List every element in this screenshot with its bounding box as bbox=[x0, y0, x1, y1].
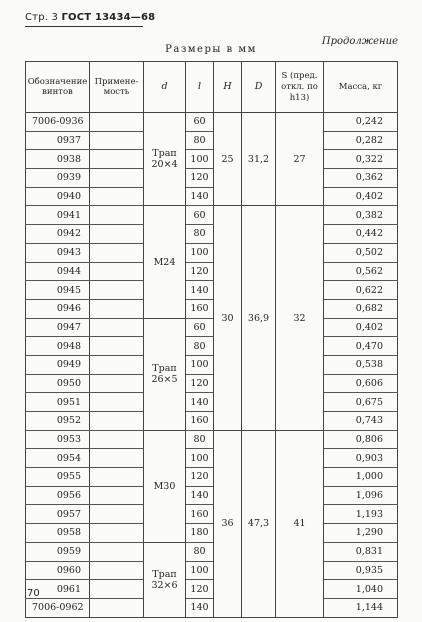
table-row bbox=[26, 206, 398, 225]
table-body bbox=[26, 113, 398, 618]
dimensions-table-wrap bbox=[25, 61, 397, 618]
mass-cell: 1,000 bbox=[324, 468, 398, 487]
thread-size-cell bbox=[144, 430, 186, 542]
col-s: S (пред. откл. по h13) bbox=[276, 62, 324, 113]
dimension-s-cell: 41 bbox=[276, 430, 324, 617]
thread-type: М24 bbox=[153, 256, 176, 268]
table-row bbox=[26, 131, 398, 150]
table-row bbox=[26, 225, 398, 244]
mass-cell: 0,282 bbox=[324, 131, 398, 150]
mass-cell: 0,682 bbox=[324, 299, 398, 318]
table-row bbox=[26, 468, 398, 487]
length-cell: 80 bbox=[186, 225, 214, 244]
application-cell bbox=[90, 374, 144, 393]
table-row bbox=[26, 430, 398, 449]
length-cell: 180 bbox=[186, 524, 214, 543]
table-row bbox=[26, 542, 398, 561]
designation-cell: 0943 bbox=[26, 243, 90, 262]
application-cell bbox=[90, 393, 144, 412]
table-row bbox=[26, 412, 398, 431]
table-row bbox=[26, 449, 398, 468]
mass-cell: 0,831 bbox=[324, 542, 398, 561]
application-cell bbox=[90, 243, 144, 262]
designation-cell: 0949 bbox=[26, 355, 90, 374]
length-cell: 80 bbox=[186, 337, 214, 356]
mass-cell: 1,096 bbox=[324, 486, 398, 505]
application-cell bbox=[90, 598, 144, 617]
designation-cell: 7006-0962 bbox=[26, 598, 90, 617]
designation-cell: 0944 bbox=[26, 262, 90, 281]
length-cell: 120 bbox=[186, 468, 214, 487]
application-cell bbox=[90, 486, 144, 505]
continuation-label: Продолжение bbox=[321, 36, 398, 47]
dimension-h-cell: 25 bbox=[214, 113, 242, 206]
mass-cell: 0,538 bbox=[324, 355, 398, 374]
length-cell: 100 bbox=[186, 243, 214, 262]
length-cell: 120 bbox=[186, 169, 214, 188]
designation-cell: 0946 bbox=[26, 299, 90, 318]
page-header bbox=[25, 12, 155, 23]
mass-cell: 0,903 bbox=[324, 449, 398, 468]
table-row bbox=[26, 598, 398, 617]
standard-number: ГОСТ 13434—68 bbox=[61, 12, 156, 23]
length-cell: 140 bbox=[186, 187, 214, 206]
thread-type: Трап bbox=[152, 363, 177, 375]
designation-cell: 0939 bbox=[26, 169, 90, 188]
designation-cell: 0953 bbox=[26, 430, 90, 449]
page-label: Стр. 3 bbox=[25, 12, 59, 23]
thread-type: Трап bbox=[152, 148, 177, 160]
application-cell bbox=[90, 468, 144, 487]
table-row bbox=[26, 113, 398, 132]
mass-cell: 0,382 bbox=[324, 206, 398, 225]
designation-cell: 0960 bbox=[26, 561, 90, 580]
length-cell: 100 bbox=[186, 150, 214, 169]
length-cell: 80 bbox=[186, 430, 214, 449]
designation-cell: 0938 bbox=[26, 150, 90, 169]
mass-cell: 0,606 bbox=[324, 374, 398, 393]
length-cell: 60 bbox=[186, 206, 214, 225]
mass-cell: 0,743 bbox=[324, 412, 398, 431]
col-h: H bbox=[214, 62, 242, 113]
dimension-s-cell: 32 bbox=[276, 206, 324, 430]
table-row bbox=[26, 561, 398, 580]
mass-cell: 0,402 bbox=[324, 187, 398, 206]
length-cell: 140 bbox=[186, 281, 214, 300]
length-cell: 100 bbox=[186, 355, 214, 374]
length-cell: 140 bbox=[186, 598, 214, 617]
table-title: Размеры в мм bbox=[165, 44, 257, 55]
designation-cell: 0947 bbox=[26, 318, 90, 337]
length-cell: 60 bbox=[186, 318, 214, 337]
mass-cell: 0,622 bbox=[324, 281, 398, 300]
designation-cell: 0951 bbox=[26, 393, 90, 412]
length-cell: 100 bbox=[186, 449, 214, 468]
application-cell bbox=[90, 449, 144, 468]
table-row bbox=[26, 281, 398, 300]
designation-cell: 0958 bbox=[26, 524, 90, 543]
thread-size-cell bbox=[144, 206, 186, 318]
application-cell bbox=[90, 281, 144, 300]
application-cell bbox=[90, 318, 144, 337]
designation-cell: 0956 bbox=[26, 486, 90, 505]
table-row bbox=[26, 355, 398, 374]
mass-cell: 0,562 bbox=[324, 262, 398, 281]
dimension-d-cell: 31,2 bbox=[242, 113, 276, 206]
mass-cell: 0,675 bbox=[324, 393, 398, 412]
table-row bbox=[26, 524, 398, 543]
mass-cell: 0,402 bbox=[324, 318, 398, 337]
designation-cell: 0942 bbox=[26, 225, 90, 244]
length-cell: 100 bbox=[186, 561, 214, 580]
designation-cell: 0941 bbox=[26, 206, 90, 225]
dimension-d-cell: 47,3 bbox=[242, 430, 276, 617]
length-cell: 160 bbox=[186, 299, 214, 318]
length-cell: 80 bbox=[186, 131, 214, 150]
application-cell bbox=[90, 150, 144, 169]
mass-cell: 0,935 bbox=[324, 561, 398, 580]
application-cell bbox=[90, 187, 144, 206]
header-rule bbox=[25, 26, 143, 27]
length-cell: 140 bbox=[186, 486, 214, 505]
table-row bbox=[26, 337, 398, 356]
table-header-row bbox=[26, 62, 398, 113]
mass-cell: 0,806 bbox=[324, 430, 398, 449]
mass-cell: 1,193 bbox=[324, 505, 398, 524]
application-cell bbox=[90, 580, 144, 599]
application-cell bbox=[90, 412, 144, 431]
designation-cell: 0950 bbox=[26, 374, 90, 393]
table-row bbox=[26, 580, 398, 599]
designation-cell: 0937 bbox=[26, 131, 90, 150]
col-d-outer: D bbox=[242, 62, 276, 113]
table-row bbox=[26, 243, 398, 262]
designation-cell: 0954 bbox=[26, 449, 90, 468]
length-cell: 160 bbox=[186, 412, 214, 431]
designation-cell: 0948 bbox=[26, 337, 90, 356]
designation-cell: 0959 bbox=[26, 542, 90, 561]
application-cell bbox=[90, 169, 144, 188]
application-cell bbox=[90, 206, 144, 225]
application-cell bbox=[90, 505, 144, 524]
length-cell: 120 bbox=[186, 580, 214, 599]
thread-size-cell bbox=[144, 113, 186, 206]
mass-cell: 0,442 bbox=[324, 225, 398, 244]
application-cell bbox=[90, 131, 144, 150]
designation-cell: 0952 bbox=[26, 412, 90, 431]
dimension-d-cell: 36,9 bbox=[242, 206, 276, 430]
length-cell: 120 bbox=[186, 374, 214, 393]
dimension-h-cell: 36 bbox=[214, 430, 242, 617]
thread-dimension: 26×5 bbox=[151, 374, 178, 386]
table-row bbox=[26, 169, 398, 188]
application-cell bbox=[90, 430, 144, 449]
table-row bbox=[26, 262, 398, 281]
table-row bbox=[26, 374, 398, 393]
application-cell bbox=[90, 337, 144, 356]
application-cell bbox=[90, 262, 144, 281]
length-cell: 160 bbox=[186, 505, 214, 524]
dimensions-table bbox=[25, 61, 398, 618]
table-row bbox=[26, 393, 398, 412]
application-cell bbox=[90, 299, 144, 318]
col-l: l bbox=[186, 62, 214, 113]
dimension-h-cell: 30 bbox=[214, 206, 242, 430]
application-cell bbox=[90, 355, 144, 374]
thread-type: Трап bbox=[152, 568, 177, 580]
application-cell bbox=[90, 225, 144, 244]
length-cell: 120 bbox=[186, 262, 214, 281]
thread-dimension: 32×6 bbox=[151, 579, 178, 591]
designation-cell: 0945 bbox=[26, 281, 90, 300]
designation-cell: 0957 bbox=[26, 505, 90, 524]
designation-cell: 7006-0936 bbox=[26, 113, 90, 132]
thread-size-cell bbox=[144, 318, 186, 430]
dimension-s-cell: 27 bbox=[276, 113, 324, 206]
table-row bbox=[26, 299, 398, 318]
table-row bbox=[26, 505, 398, 524]
table-row bbox=[26, 318, 398, 337]
application-cell bbox=[90, 561, 144, 580]
thread-size-cell bbox=[144, 542, 186, 617]
thread-type: М30 bbox=[153, 480, 176, 492]
table-row bbox=[26, 486, 398, 505]
thread-dimension: 20×4 bbox=[151, 159, 178, 171]
length-cell: 80 bbox=[186, 542, 214, 561]
length-cell: 140 bbox=[186, 393, 214, 412]
mass-cell: 1,290 bbox=[324, 524, 398, 543]
col-application: Примене-мость bbox=[90, 62, 144, 113]
col-mass: Масса, кг bbox=[324, 62, 398, 113]
application-cell bbox=[90, 524, 144, 543]
mass-cell: 0,362 bbox=[324, 169, 398, 188]
mass-cell: 1,040 bbox=[324, 580, 398, 599]
designation-cell: 0955 bbox=[26, 468, 90, 487]
mass-cell: 0,322 bbox=[324, 150, 398, 169]
col-d: d bbox=[144, 62, 186, 113]
mass-cell: 0,502 bbox=[324, 243, 398, 262]
designation-cell: 0961 bbox=[26, 580, 90, 599]
designation-cell: 0940 bbox=[26, 187, 90, 206]
length-cell: 60 bbox=[186, 113, 214, 132]
mass-cell: 0,242 bbox=[324, 113, 398, 132]
col-designation: Обозначение винтов bbox=[26, 62, 90, 113]
table-row bbox=[26, 187, 398, 206]
mass-cell: 0,470 bbox=[324, 337, 398, 356]
application-cell bbox=[90, 113, 144, 132]
application-cell bbox=[90, 542, 144, 561]
mass-cell: 1,144 bbox=[324, 598, 398, 617]
table-row bbox=[26, 150, 398, 169]
page-number: 70 bbox=[27, 588, 40, 599]
